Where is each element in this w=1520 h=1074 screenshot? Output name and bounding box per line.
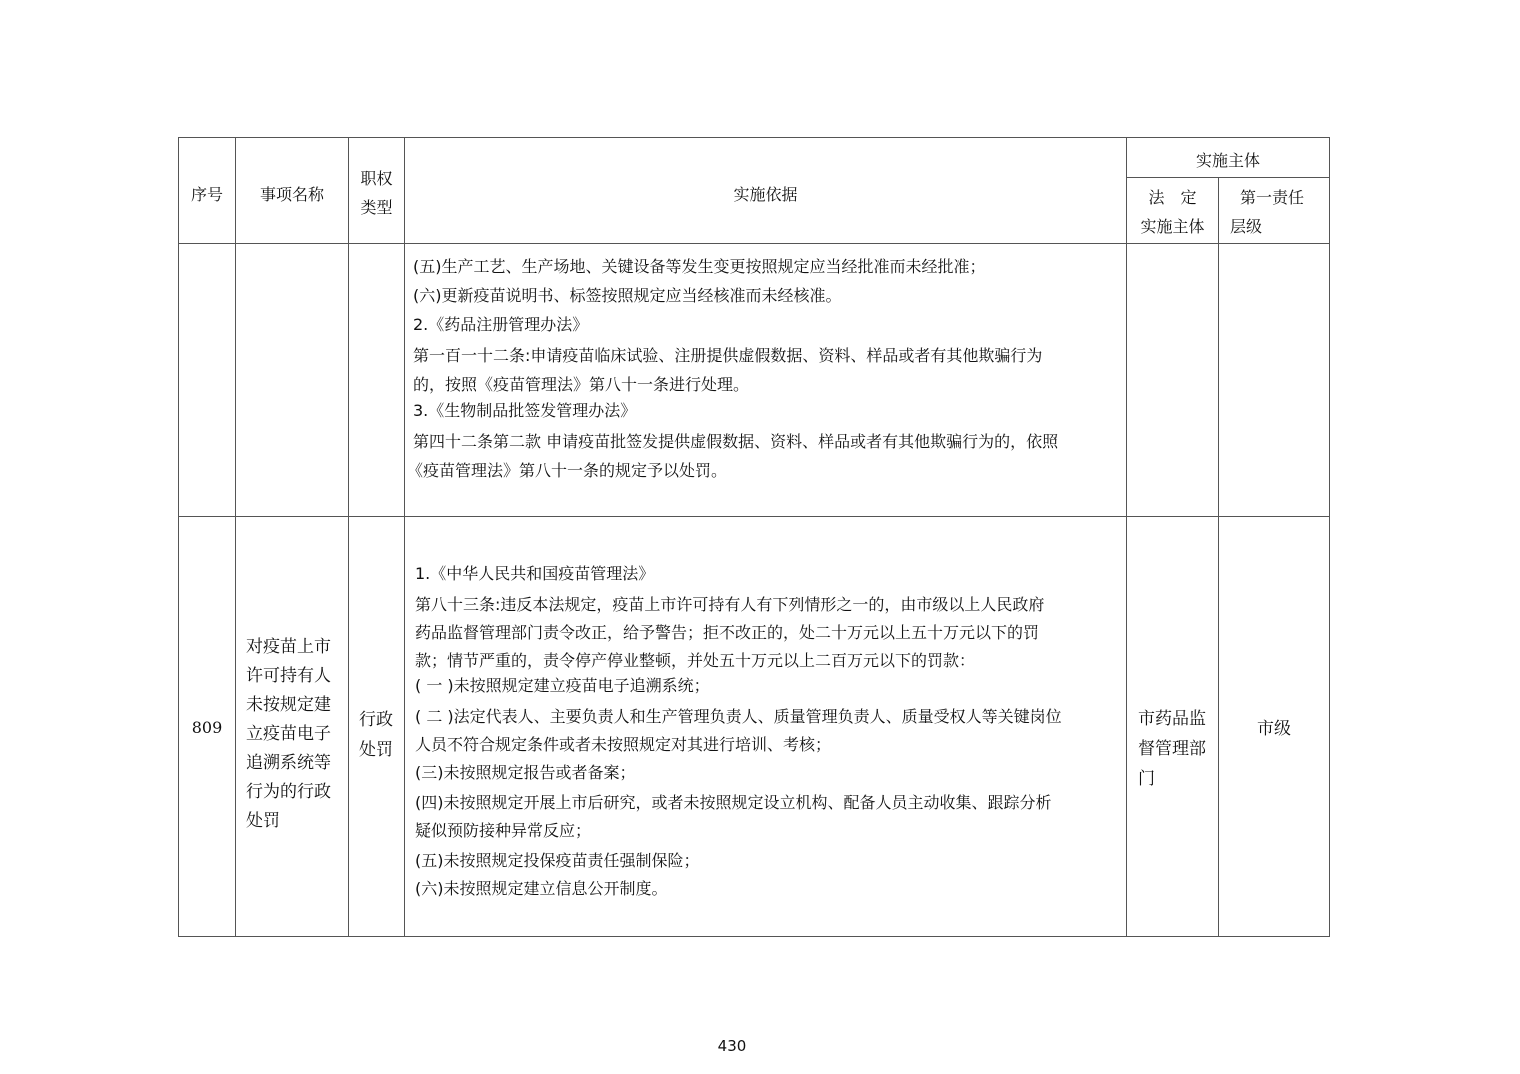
table-right-border [1329, 137, 1330, 937]
subject-header-divider [1126, 177, 1330, 178]
row2-legal-subject [1138, 704, 1218, 794]
header-subject: 实施主体 [1195, 151, 1260, 170]
basis-line: 第八十三条:违反本法规定，疫苗上市许可持有人有下列情形之一的，由市级以上人民政府 [415, 595, 1045, 614]
legal-subject-line: 市药品监 [1138, 709, 1206, 729]
header-first-level [1230, 183, 1328, 241]
item-name-line: 行为的行政 [246, 782, 331, 802]
basis-line: 人员不符合规定条件或者未按照规定对其进行培训、考核； [415, 735, 832, 754]
header-basis: 实施依据 [733, 185, 798, 204]
table-top-border [178, 137, 1330, 138]
col-divider-3 [404, 137, 405, 937]
header-authority-type [349, 164, 404, 222]
basis-line: (五)未按照规定投保疫苗责任强制保险； [415, 851, 700, 870]
basis-line: 第四十二条第二款 申请疫苗批签发提供虚假数据、资料、样品或者有其他欺骗行为的，依照 [413, 432, 1059, 451]
basis-line: (六)更新疫苗说明书、标签按照规定应当经核准而未经核准。 [413, 286, 842, 305]
header-bottom-border [178, 243, 1330, 244]
col-divider-1 [235, 137, 236, 937]
basis-line: 2.《药品注册管理办法》 [413, 315, 589, 334]
header-legal-subject-line1: 法 定 [1148, 188, 1197, 207]
header-first-level-line1: 第一责任 [1240, 188, 1305, 207]
basis-line: (三)未按照规定报告或者备案； [415, 763, 636, 782]
header-legal-subject [1127, 183, 1218, 241]
item-name-line: 追溯系统等 [246, 753, 331, 773]
header-legal-subject-line2: 实施主体 [1140, 217, 1205, 236]
basis-line: 《疫苗管理法》第八十一条的规定予以处罚。 [407, 461, 728, 480]
basis-line: 1.《中华人民共和国疫苗管理法》 [415, 564, 655, 583]
col-divider-2 [348, 137, 349, 937]
item-name-line: 立疫苗电子 [246, 724, 331, 744]
header-seq: 序号 [190, 185, 223, 204]
page-number: 430 [717, 1037, 747, 1055]
col-divider-4 [1126, 137, 1127, 937]
row-divider [178, 516, 1330, 517]
header-authority-type-line1: 职权 [360, 169, 393, 188]
item-name-line: 对疫苗上市 [246, 637, 331, 657]
legal-subject-line: 督管理部 [1138, 739, 1206, 759]
basis-line: 第一百一十二条:申请疫苗临床试验、注册提供虚假数据、资料、样品或者有其他欺骗行为 [413, 346, 1043, 365]
basis-line: 3.《生物制品批签发管理办法》 [413, 401, 637, 420]
basis-line: 款；情节严重的，责令停产停业整顿，并处五十万元以上二百万元以下的罚款： [415, 651, 976, 670]
row1-basis [407, 252, 1125, 485]
header-item-name: 事项名称 [259, 185, 324, 204]
basis-line: (六)未按照规定建立信息公开制度。 [415, 879, 668, 898]
row2-seq: 809 [191, 718, 223, 737]
table-bottom-border [178, 936, 1330, 937]
row2-basis [415, 560, 1125, 903]
item-name-line: 未按规定建 [246, 695, 331, 715]
item-name-line: 许可持有人 [246, 666, 331, 686]
table-left-border [178, 137, 179, 937]
col-divider-5 [1218, 177, 1219, 937]
basis-line: ( 一 )未按照规定建立疫苗电子追溯系统； [415, 676, 710, 695]
item-name-line: 处罚 [246, 811, 280, 831]
row2-first-level: 市级 [1257, 719, 1291, 739]
header-authority-type-line2: 类型 [360, 198, 393, 217]
basis-line: (五)生产工艺、生产场地、关键设备等发生变更按照规定应当经批准而未经批准； [413, 257, 986, 276]
header-first-level-line2: 层级 [1230, 217, 1263, 236]
basis-line: 疑似预防接种异常反应； [415, 821, 592, 840]
authority-type-line: 处罚 [359, 740, 393, 760]
basis-line: (四)未按照规定开展上市后研究，或者未按照规定设立机构、配备人员主动收集、跟踪分析 [415, 793, 1052, 812]
basis-line: 药品监督管理部门责令改正，给予警告；拒不改正的，处二十万元以上五十万元以下的罚 [415, 623, 1040, 642]
row2-item-name [246, 633, 346, 836]
row2-authority-type [359, 705, 403, 765]
basis-line: ( 二 )法定代表人、主要负责人和生产管理负责人、质量管理负责人、质量受权人等关键岗位 [415, 707, 1062, 726]
legal-subject-line: 门 [1138, 769, 1155, 789]
authority-type-line: 行政 [359, 710, 393, 730]
basis-line: 的，按照《疫苗管理法》第八十一条进行处理。 [413, 375, 750, 394]
